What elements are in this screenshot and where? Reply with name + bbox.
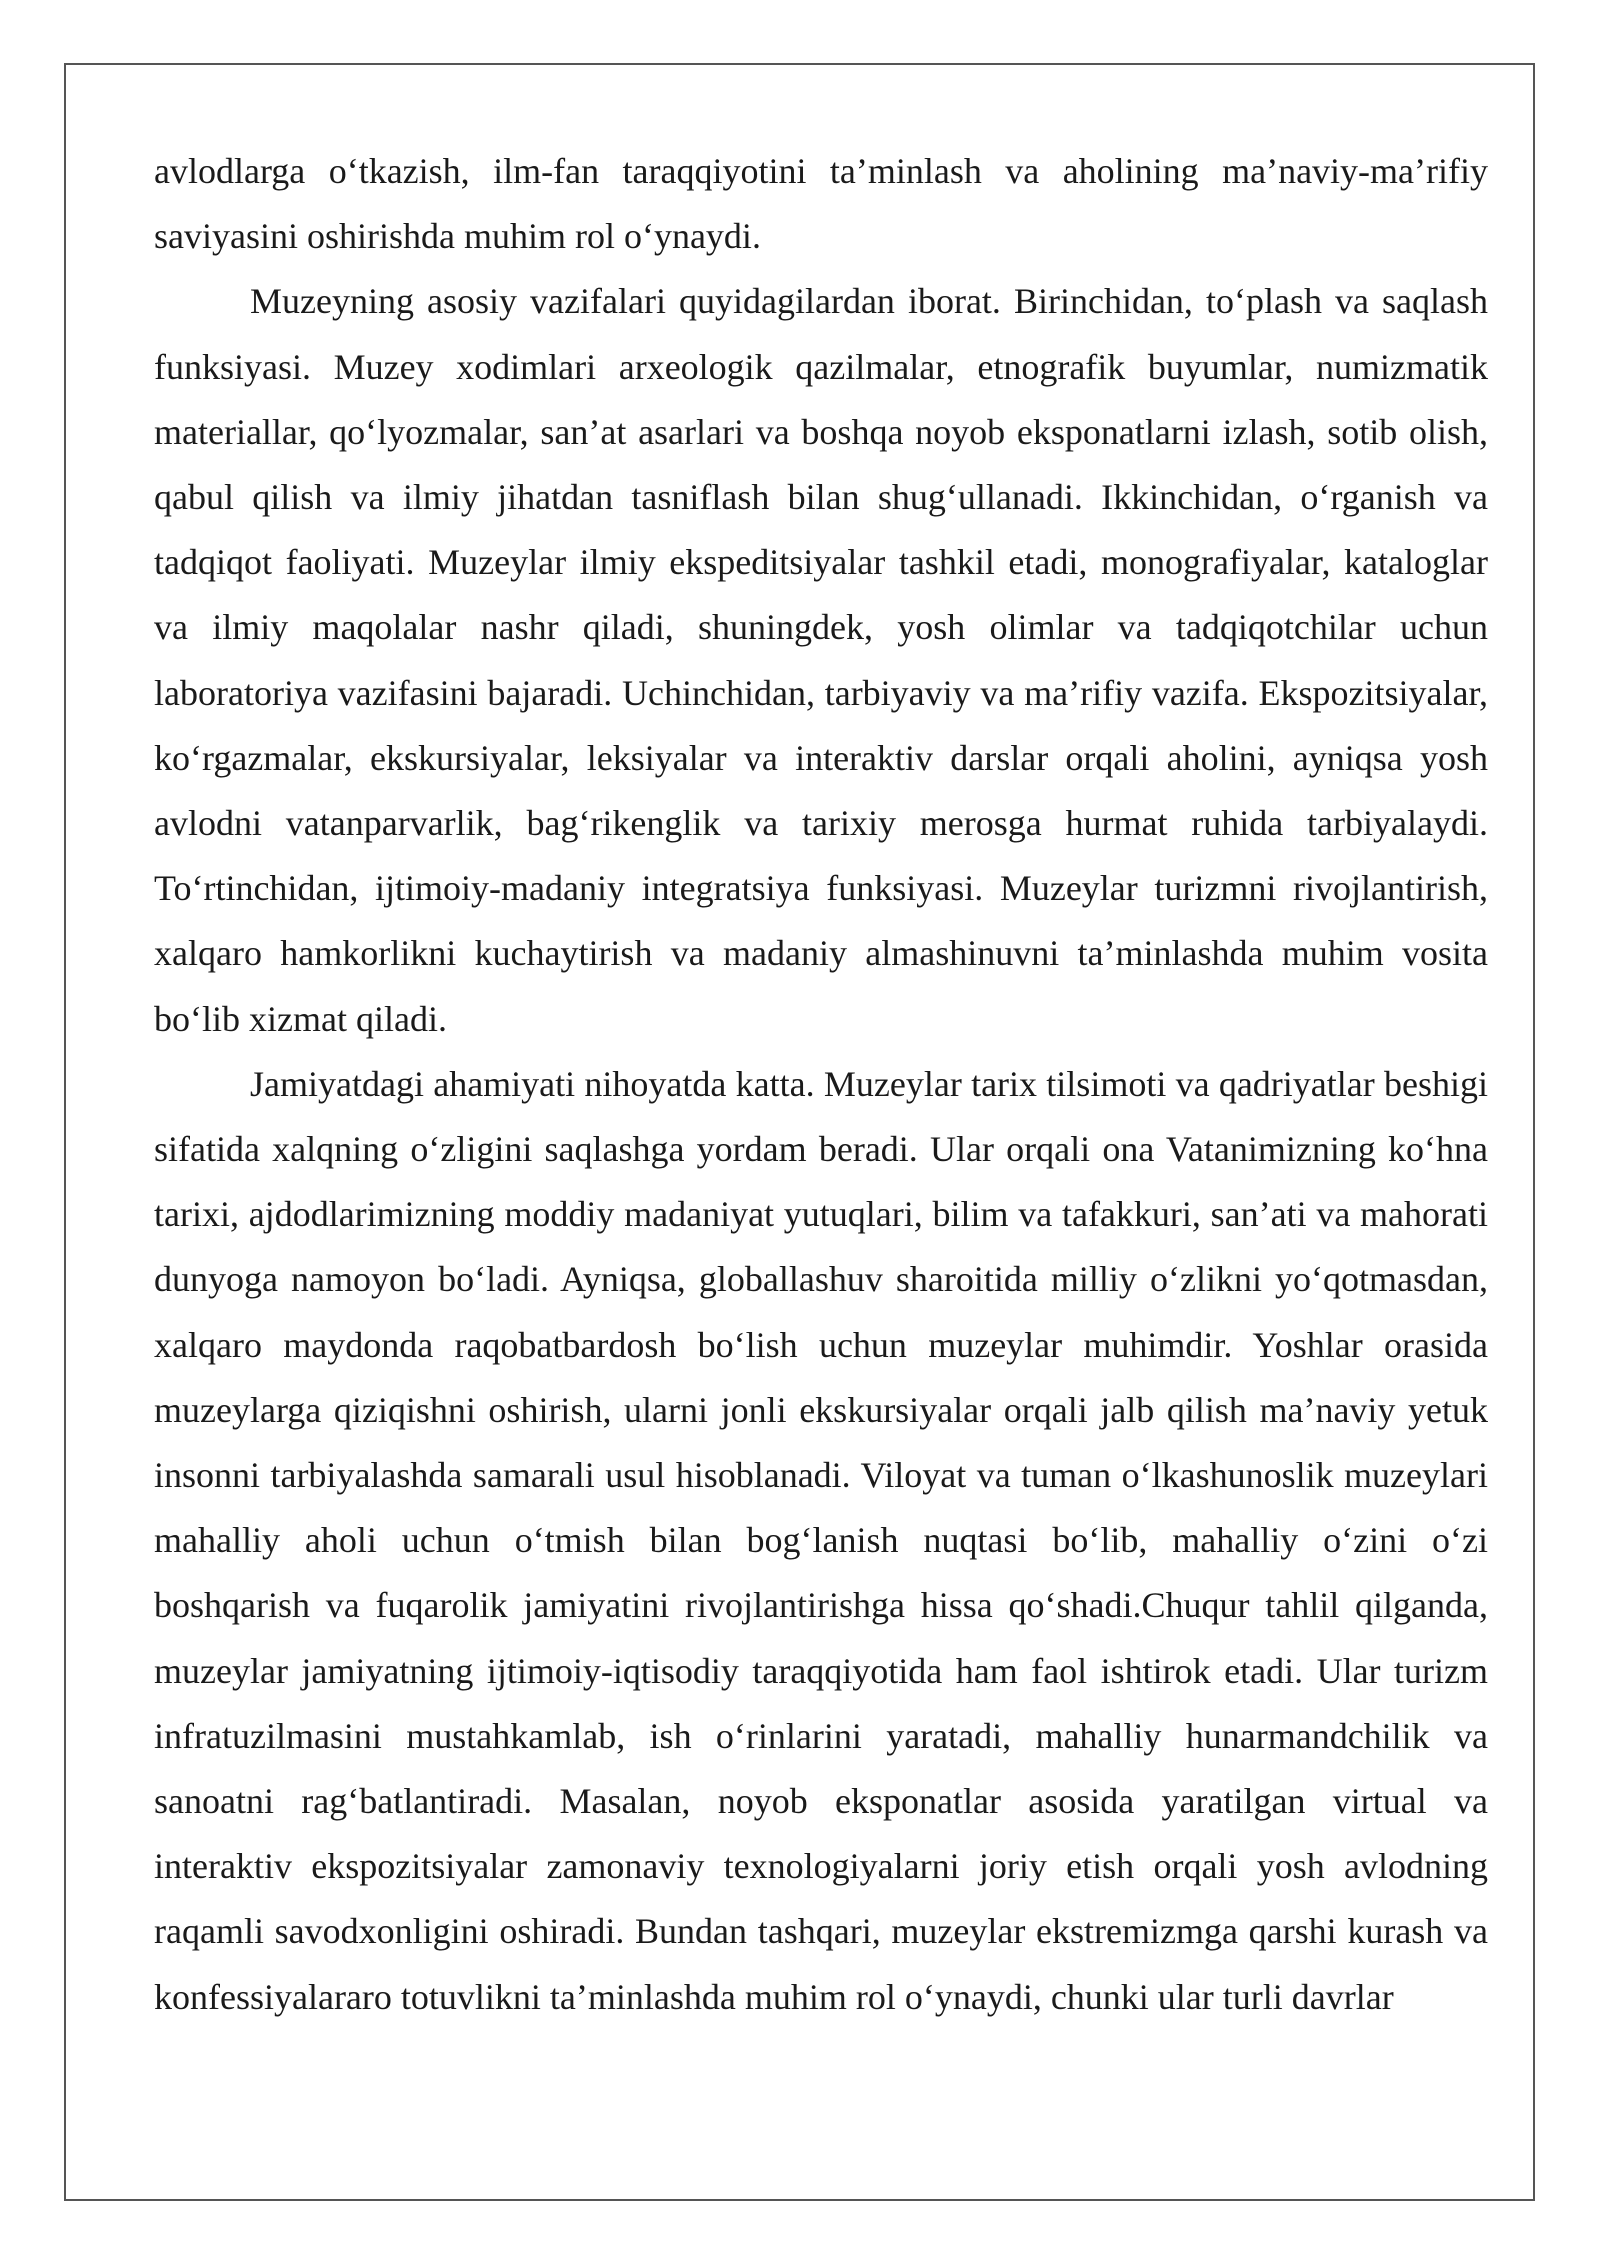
- document-body: [154, 139, 1488, 2030]
- paragraph-social-significance: Jamiyatdagi ahamiyati nihoyatda katta. Muzeylar tarix tilsimoti va qadriyatlar beshigi sifatida xalqning o‘zligini saqlashga yordam beradi. Ular orqali ona Vatanimizning ko‘hna tarixi, ajdodlarimizning moddiy madaniyat yutuqlari, bilim va tafakkuri, san’ati va mahorati dunyoga namoyon bo‘ladi. Ayniqsa, globallashuv sharoitida milliy o‘zlikni yo‘qotmasdan, xalqaro maydonda raqobatbardosh bo‘lish uchun muzeylar muhimdir. Yoshlar orasida muzeylarga qiziqishni oshirish, ularni jonli ekskursiyalar orqali jalb qilish ma’naviy yetuk insonni tarbiyalashda samarali usul hisoblanadi. Viloyat va tuman o‘lkashunoslik muzeylari mahalliy aholi uchun o‘tmish bilan bog‘lanish nuqtasi bo‘lib, mahalliy o‘zini o‘zi boshqarish va fuqarolik jamiyatini rivojlantirishga hissa qo‘shadi.Chuqur tahlil qilganda, muzeylar jamiyatning ijtimoiy-iqtisodiy taraqqiyotida ham faol ishtirok etadi. Ular turizm infratuzilmasini mustahkamlab, ish o‘rinlarini yaratadi, mahalliy hunarmandchilik va sanoatni rag‘batlantiradi. Masalan, noyob eksponatlar asosida yaratilgan virtual va interaktiv ekspozitsiyalar zamonaviy texnologiyalarni joriy etish orqali yosh avlodning raqamli savodxonligini oshiradi. Bundan tashqari, muzeylar ekstremizmga qarshi kurash va konfessiyalararo totuvlikni ta’minlashda muhim rol o‘ynaydi, chunki ular turli davrlar: [154, 1063, 1488, 2017]
- paragraph-continuation: avlodlarga o‘tkazish, ilm-fan taraqqiyotini ta’minlash va aholining ma’naviy-ma’rifiy saviyasini oshirishda muhim rol o‘ynaydi.: [154, 151, 1488, 257]
- page-frame: [64, 63, 1535, 2201]
- paragraph-museum-functions: Muzeyning asosiy vazifalari quyidagilardan iborat. Birinchidan, to‘plash va saqlash funksiyasi. Muzey xodimlari arxeologik qazilmalar, etnografik buyumlar, numizmatik materiallar, qo‘lyozmalar, san’at asarlari va boshqa noyob eksponatlarni izlash, sotib olish, qabul qilish va ilmiy jihatdan tasniflash bilan shug‘ullanadi. Ikkinchidan, o‘rganish va tadqiqot faoliyati. Muzeylar ilmiy ekspeditsiyalar tashkil etadi, monografiyalar, kataloglar va ilmiy maqolalar nashr qiladi, shuningdek, yosh olimlar va tadqiqotchilar uchun laboratoriya vazifasini bajaradi. Uchinchidan, tarbiyaviy va ma’rifiy vazifa. Ekspozitsiyalar, ko‘rgazmalar, ekskursiyalar, leksiyalar va interaktiv darslar orqali aholini, ayniqsa yosh avlodni vatanparvarlik, bag‘rikenglik va tarixiy merosga hurmat ruhida tarbiyalaydi. To‘rtinchidan, ijtimoiy-madaniy integratsiya funksiyasi. Muzeylar turizmni rivojlantirish, xalqaro hamkorlikni kuchaytirish va madaniy almashinuvni ta’minlashda muhim vosita bo‘lib xizmat qiladi.: [154, 281, 1488, 1039]
